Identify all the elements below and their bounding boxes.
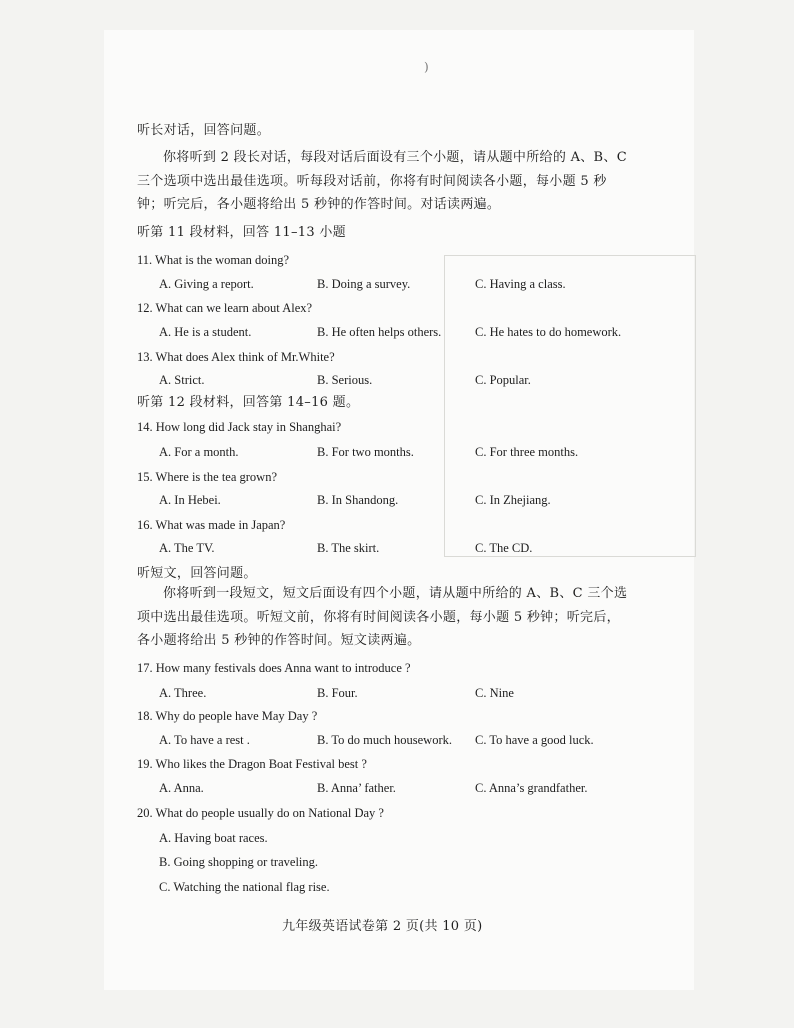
section-1-instructions: 你将听到 2 段长对话，每段对话后面设有三个小题，请从题中所给的 A、B、C 三个选项中选出最佳选项。听每段对话前，你将有时间阅读各小题，每小题 5 秒钟；听完后，各小题将给出 5 秒钟的作答时间。对话读两遍。	[137, 150, 627, 212]
page-mark: )	[424, 60, 429, 74]
section-2-instructions: 你将听到一段短文，短文后面设有四个小题，请从题中所给的 A、B、C 三个选项中选出最佳选项。听短文前，你将有时间阅读各小题，每小题 5 秒钟；听完后，各小题将给出 5 秒钟的作答时间。短文读两遍。	[137, 586, 628, 648]
q11-option-b: B. Doing a survey.	[317, 277, 411, 291]
q19-option-a: A. Anna.	[159, 781, 204, 795]
q15-option-c: C. In Zhejiang.	[475, 493, 551, 507]
q20-option-c: C. Watching the national flag rise.	[159, 880, 330, 894]
bleed-through-table	[444, 255, 696, 557]
page-footer: 九年级英语试卷第 2 页(共 10 页)	[282, 919, 483, 934]
section-2-title: 听短文，回答问题。	[137, 566, 257, 581]
material-11-heading: 听第 11 段材料，回答 11–13 小题	[137, 225, 346, 240]
q11-option-c: C. Having a class.	[475, 277, 566, 291]
q13-option-b: B. Serious.	[317, 373, 373, 387]
question-11: 11. What is the woman doing?	[137, 253, 290, 267]
q18-option-b: B. To do much housework.	[317, 733, 452, 747]
q16-option-a: A. The TV.	[159, 541, 215, 555]
q16-option-c: C. The CD.	[475, 541, 533, 555]
q17-option-c: C. Nine	[475, 686, 514, 700]
q17-option-b: B. Four.	[317, 686, 358, 700]
q18-option-a: A. To have a rest .	[159, 733, 250, 747]
q19-option-c: C. Anna’s grandfather.	[475, 781, 588, 795]
q14-option-c: C. For three months.	[475, 445, 579, 459]
q11-option-a: A. Giving a report.	[159, 277, 254, 291]
q12-option-a: A. He is a student.	[159, 325, 252, 339]
question-16: 16. What was made in Japan?	[137, 518, 286, 532]
question-19: 19. Who likes the Dragon Boat Festival best ?	[137, 757, 367, 771]
q14-option-b: B. For two months.	[317, 445, 414, 459]
q20-option-a: A. Having boat races.	[159, 831, 268, 845]
q18-option-c: C. To have a good luck.	[475, 733, 594, 747]
question-13: 13. What does Alex think of Mr.White?	[137, 350, 335, 364]
question-14: 14. How long did Jack stay in Shanghai?	[137, 420, 342, 434]
q17-option-a: A. Three.	[159, 686, 207, 700]
q14-option-a: A. For a month.	[159, 445, 239, 459]
question-18: 18. Why do people have May Day ?	[137, 709, 318, 723]
question-20: 20. What do people usually do on National Day ?	[137, 806, 384, 820]
q19-option-b: B. Anna’ father.	[317, 781, 396, 795]
q12-option-b: B. He often helps others.	[317, 325, 442, 339]
q15-option-a: A. In Hebei.	[159, 493, 221, 507]
q13-option-a: A. Strict.	[159, 373, 205, 387]
question-12: 12. What can we learn about Alex?	[137, 301, 313, 315]
q20-option-b: B. Going shopping or traveling.	[159, 855, 319, 869]
q12-option-c: C. He hates to do homework.	[475, 325, 622, 339]
question-17: 17. How many festivals does Anna want to introduce ?	[137, 661, 411, 675]
section-1-title: 听长对话，回答问题。	[137, 123, 271, 138]
q16-option-b: B. The skirt.	[317, 541, 380, 555]
q15-option-b: B. In Shandong.	[317, 493, 399, 507]
question-15: 15. Where is the tea grown?	[137, 470, 277, 484]
material-12-heading: 听第 12 段材料，回答第 14–16 题。	[137, 395, 360, 410]
q13-option-c: C. Popular.	[475, 373, 531, 387]
